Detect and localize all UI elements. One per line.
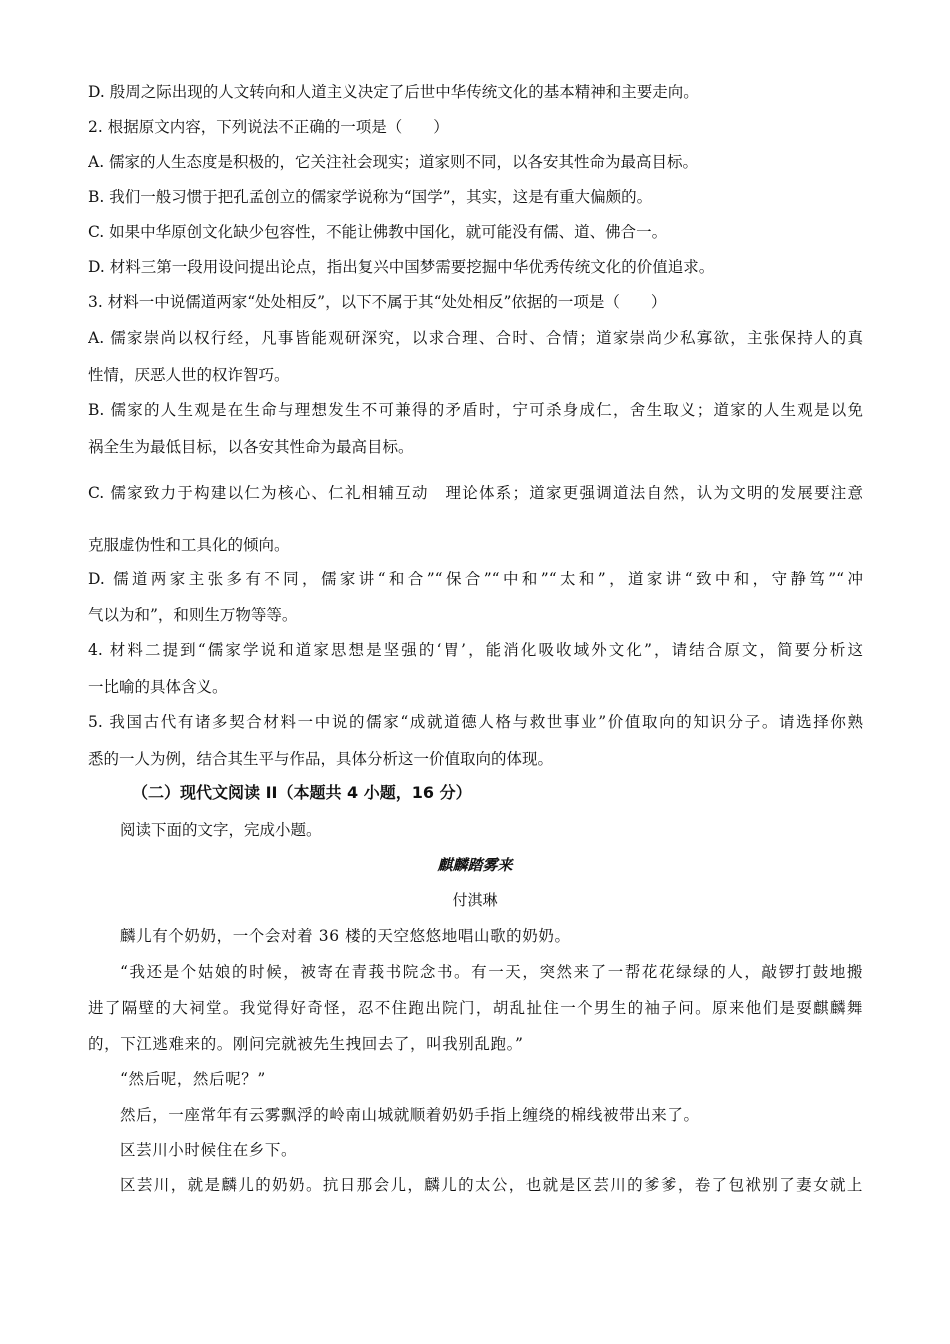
q3-stem: 3. 材料一中说儒道两家“处处相反”，以下不属于其“处处相反”依据的一项是（ ） [88,293,667,311]
q3-option-d-line1: D. 儒道两家主张多有不同，儒家讲“和合”“保合”“中和”“太和”，道家讲“致中和，守静笃”“冲 [88,570,863,588]
story-paragraph-2-line2: 进了隔壁的大祠堂。我觉得好奇怪，忍不住跑出院门，胡乱扯住一个男生的袖子问。原来他们是耍麒麟舞 [88,999,863,1017]
q3-option-c-line2: 克服虚伪性和工具化的倾向。 [88,536,290,554]
q4-line1: 4. 材料二提到“儒家学说和道家思想是坚强的‘胃’，能消化吸收域外文化”，请结合原文，简要分析这 [88,641,863,659]
story-paragraph-6-line1: 区芸川，就是麟儿的奶奶。抗日那会儿，麟儿的太公，也就是区芸川的爹爹，卷了包袱别了妻女就上 [120,1176,863,1194]
q2-option-b: B. 我们一般习惯于把孔孟创立的儒家学说称为“国学”，其实，这是有重大偏颇的。 [88,188,653,206]
story-paragraph-3: “然后呢，然后呢？” [120,1070,266,1088]
q5-line1: 5. 我国古代有诸多契合材料一中说的儒家“成就道德人格与救世事业”价值取向的知识分子。请选择你熟 [88,713,863,731]
story-paragraph-4: 然后，一座常年有云雾飘浮的岭南山城就顺着奶奶手指上缠绕的棉线被带出来了。 [120,1106,700,1124]
story-author: 付淇琳 [452,891,498,909]
q3-option-d-line2: 气以为和”，和则生万物等等。 [88,606,298,624]
q3-option-a-line2: 性情，厌恶人世的权诈智巧。 [88,366,290,384]
q3-option-c-line1: C. 儒家致力于构建以仁为核心、仁礼相辅互动 理论体系；道家更强调道法自然，认为文明的发展要注意 [88,484,863,502]
story-paragraph-2-line1: “我还是个姑娘的时候，被寄在青莪书院念书。有一天，突然来了一帮花花绿绿的人，敲锣打鼓地搬 [120,963,863,981]
story-paragraph-2-line3: 的，下江逃难来的。刚问完就被先生拽回去了，叫我别乱跑。” [88,1035,524,1053]
q3-option-b-line1: B. 儒家的人生观是在生命与理想发生不可兼得的矛盾时，宁可杀身成仁，舍生取义；道家的人生观是以免 [88,401,863,419]
q4-line2: 一比喻的具体含义。 [88,678,228,696]
q3-option-a-line1: A. 儒家崇尚以权行经，凡事皆能观研深究，以求合理、合时、合情；道家崇尚少私寡欲，主张保持人的真 [88,329,863,347]
story-title: 麒麟踏雾来 [437,856,513,874]
q2-stem: 2. 根据原文内容，下列说法不正确的一项是（ ） [88,118,449,136]
section-heading: （二）现代文阅读 II（本题共 4 小题，16 分） [132,783,472,802]
q3-option-b-line2: 祸全生为最低目标，以各安其性命为最高目标。 [88,438,414,456]
q2-option-d: D. 材料三第一段用设问提出论点，指出复兴中国梦需要挖掘中华优秀传统文化的价值追求。 [88,258,715,276]
q5-line2: 悉的一人为例，结合其生平与作品，具体分析这一价值取向的体现。 [88,750,554,768]
story-paragraph-1: 麟儿有个奶奶，一个会对着 36 楼的天空悠悠地唱山歌的奶奶。 [120,927,571,945]
q2-option-a: A. 儒家的人生态度是积极的，它关注社会现实；道家则不同，以各安其性命为最高目标。 [88,153,699,171]
q2-option-c: C. 如果中华原创文化缺少包容性，不能让佛教中国化，就可能没有儒、道、佛合一。 [88,223,668,241]
instruction: 阅读下面的文字，完成小题。 [120,821,322,839]
story-paragraph-5: 区芸川小时候住在乡下。 [120,1141,298,1159]
q1-option-d: D. 殷周之际出现的人文转向和人道主义决定了后世中华传统文化的基本精神和主要走向。 [88,83,699,101]
